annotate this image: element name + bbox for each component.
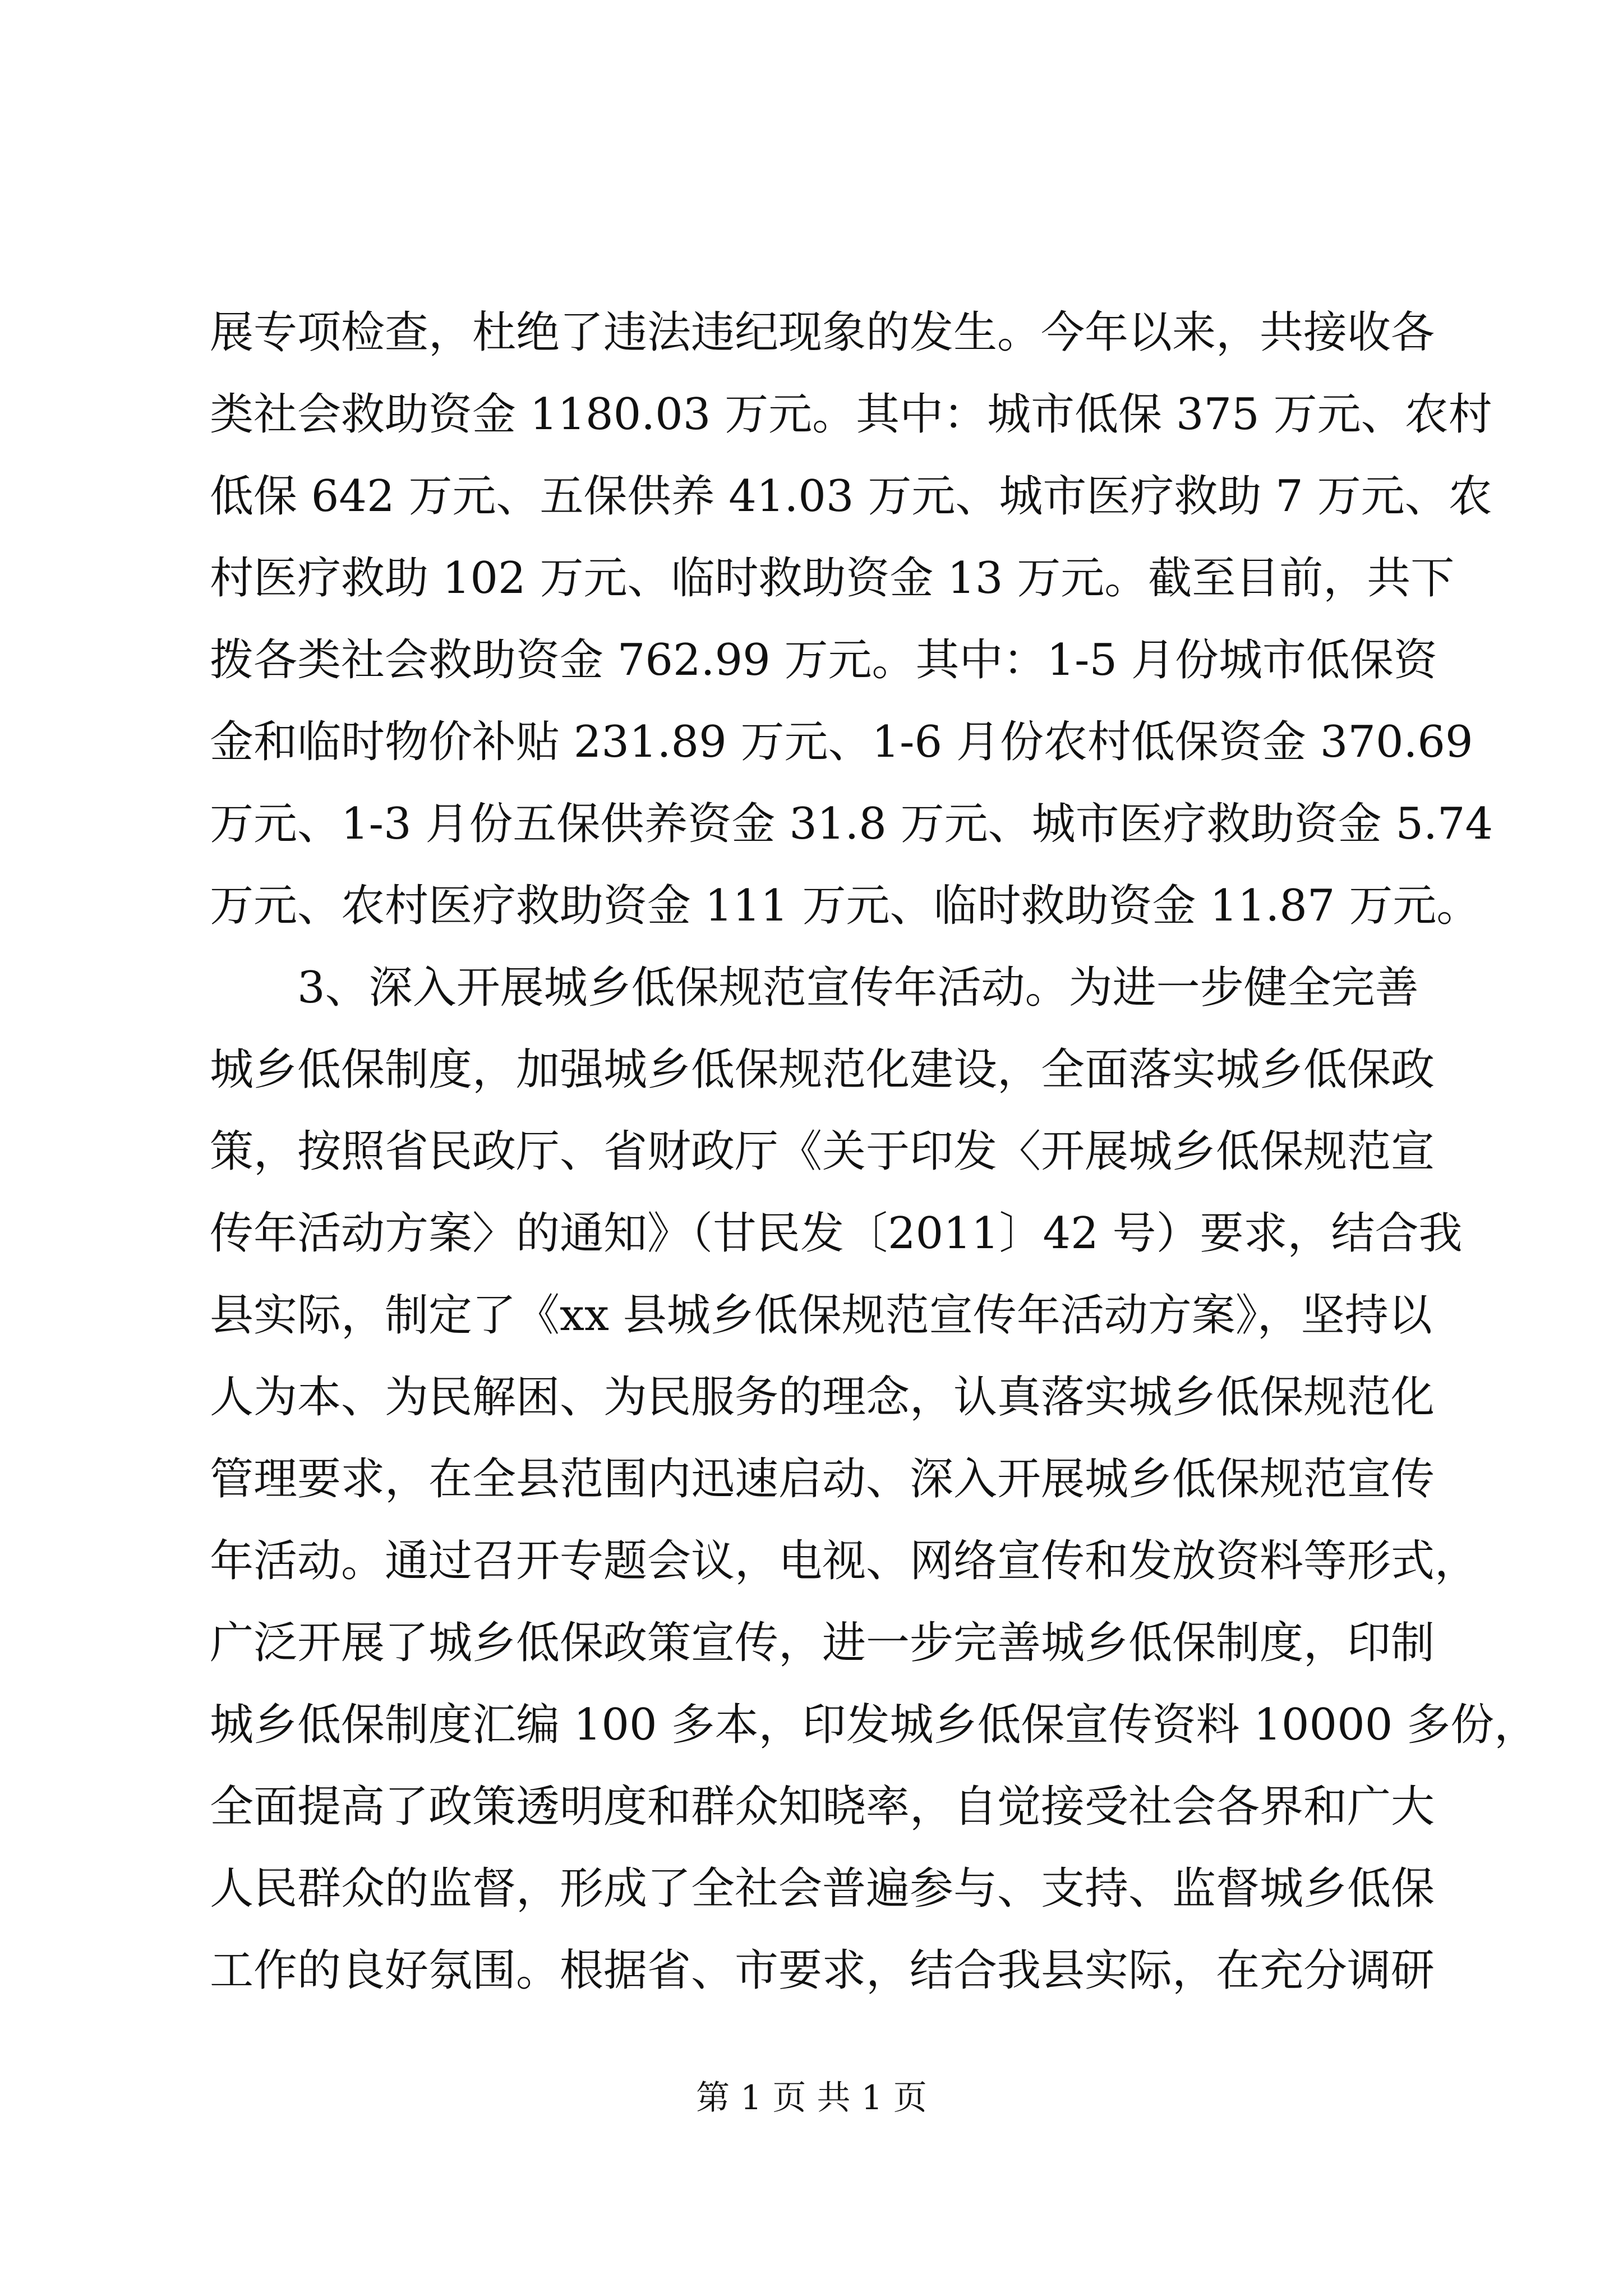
- text-line: 金和临时物价补贴 231.89 万元、1-6 月份农村低保资金 370.69: [210, 717, 1473, 767]
- text-line: 拨各类社会救助资金 762.99 万元。其中：1-5 月份城市低保资: [210, 635, 1437, 685]
- text-line: 策，按照省民政厅、省财政厅《关于印发〈开展城乡低保规范宣: [210, 1126, 1435, 1177]
- page-number-label: 第 1 页 共 1 页: [696, 2078, 927, 2118]
- text-line: 管理要求，在全县范围内迅速启动、深入开展城乡低保规范宣传: [210, 1454, 1435, 1504]
- text-line: 全面提高了政策透明度和群众知晓率，自觉接受社会各界和广大: [210, 1782, 1435, 1832]
- text-line: 低保 642 万元、五保供养 41.03 万元、城市医疗救助 7 万元、农: [210, 471, 1492, 522]
- page-footer: [0, 2076, 1623, 2120]
- text-line: 展专项检查，杜绝了违法违纪现象的发生。今年以来，共接收各: [210, 307, 1435, 358]
- text-line: 县实际，制定了《xx 县城乡低保规范宣传年活动方案》，坚持以: [210, 1290, 1432, 1341]
- text-line: 人为本、为民解困、为民服务的理念，认真落实城乡低保规范化: [210, 1372, 1435, 1423]
- text-line: 工作的良好氛围。根据省、市要求，结合我县实际，在充分调研: [210, 1945, 1435, 1996]
- text-line: 城乡低保制度，加强城乡低保规范化建设，全面落实城乡低保政: [210, 1045, 1435, 1095]
- text-line: 广泛开展了城乡低保政策宣传，进一步完善城乡低保制度，印制: [210, 1618, 1435, 1668]
- text-line: 年活动。通过召开专题会议，电视、网络宣传和发放资料等形式，: [210, 1536, 1479, 1586]
- text-line: 传年活动方案〉的通知》（甘民发〔2011〕42 号）要求，结合我: [210, 1208, 1463, 1259]
- text-line: 万元、1-3 月份五保供养资金 31.8 万元、城市医疗救助资金 5.74: [210, 799, 1493, 849]
- text-line: 村医疗救助 102 万元、临时救助资金 13 万元。截至目前，共下: [210, 553, 1455, 604]
- text-line: 类社会救助资金 1180.03 万元。其中：城市低保 375 万元、农村: [210, 389, 1492, 440]
- text-line: 人民群众的监督，形成了全社会普遍参与、支持、监督城乡低保: [210, 1864, 1435, 1914]
- text-line: 城乡低保制度汇编 100 多本，印发城乡低保宣传资料 10000 多份，: [210, 1700, 1538, 1750]
- text-line: 万元、农村医疗救助资金 111 万元、临时救助资金 11.87 万元。: [210, 881, 1481, 931]
- body-text: [210, 292, 1538, 2012]
- text-line: 3、深入开展城乡低保规范宣传年活动。为进一步健全完善: [297, 963, 1419, 1013]
